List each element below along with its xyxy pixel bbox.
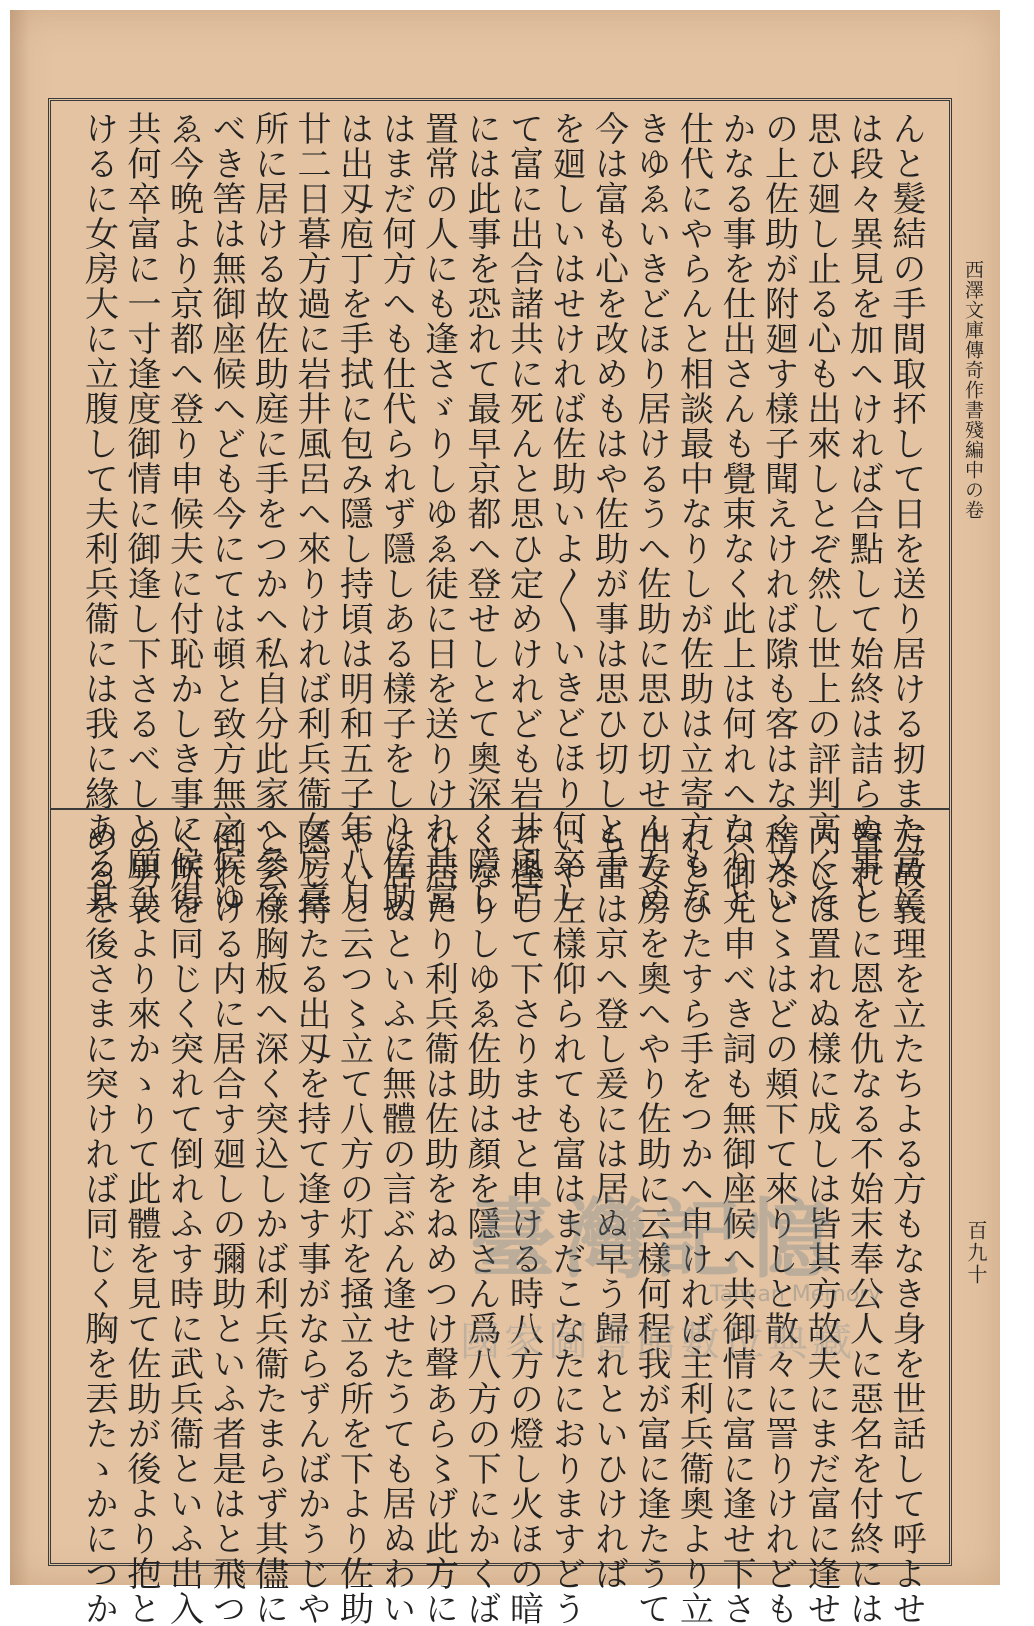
upper-text-column: 思ひ廻し止る心も出來しとぞ然し世上の評判高くそ <box>801 111 841 916</box>
upper-text-column: を廻しいはせければ佐助いよ〳〵いきどほり何卒し <box>546 111 586 915</box>
watermark-logo: 臺灣記憶 <box>470 1189 838 1290</box>
lower-text-column: 隱し持たる出刄を持て逢す事がならずんばかうじや <box>291 821 331 1626</box>
watermark <box>450 1170 920 1365</box>
watermark-subtitle: Taiwan Memory <box>710 1282 882 1307</box>
lower-text-column: ひ居たり利兵衞は佐助をねめつけ聲あら〻げ此方に <box>418 821 459 1626</box>
lower-text-column: も富は京へ登し爰には居ぬ早う歸れといひければ <box>588 821 629 1591</box>
lower-text-column: は居ぬといふに無體の言ぶん逢せたうても居ぬわい <box>376 821 416 1626</box>
running-header: 西澤文庫傳奇作書殘編中の卷 <box>962 260 984 520</box>
upper-text-column: 仕代にやらんと相談最中なりしが佐助は立寄方もな <box>673 111 714 916</box>
lower-text-column: 只御尤申べき詞も無御座候へ共御情に富に逢せ下さ <box>716 821 756 1626</box>
lower-text-column: れとひたすら手をつかへ申ければ主利兵衞奧より立 <box>673 821 714 1626</box>
section-divider <box>51 808 949 810</box>
lower-text-column: の男表より來かゝりて此體を見て佐助が後より抱と <box>121 821 161 1626</box>
lower-text-column: ぞ逢して下さりませと申ける時八方の燈し火ほの暗 <box>503 821 544 1626</box>
upper-text-column: かなる事を仕出さんも覺束なく此上は何れへなりと <box>716 111 756 916</box>
lower-text-column: く所を同じく突れて倒れふす時に武兵衞といふ出入 <box>163 821 204 1626</box>
book-page <box>10 10 1000 1626</box>
lower-text-column: 内には置れぬ樣に成しは皆其方故夫にまだ富に逢せ <box>801 821 841 1626</box>
upper-text-column: はまだ何方へも仕代られず隱しある樣子をしり佐助 <box>376 111 416 916</box>
lower-text-column: くなりしゆゑ佐助は顏を隱さん爲八方の下にかくば <box>461 821 501 1626</box>
lower-text-column: 出女房を奧へやり佐助に云樣何程我が富に逢たうて <box>631 821 671 1626</box>
lower-text-column: と云樣胸板へ深く突込しかば利兵衞たまらず其儘に <box>248 821 289 1626</box>
upper-text-column: 廿二日暮方過に岩井風呂へ來りければ利兵衞女房臺 <box>291 111 331 916</box>
upper-text-column: 共何卒富に一寸逢度御情に御逢し下さるべしと願ひ <box>121 111 161 916</box>
watermark-library-line: 國家圖書館數位典藏 <box>460 1319 856 1365</box>
lower-text-column: 𥡴など〻はどの頬下て來りしと散々に詈りけれども <box>758 821 799 1626</box>
upper-text-column: 今は富も心を改めもはや佐助が事は思ひ切しと手 <box>588 111 629 881</box>
lower-text-column: めるを後さまに突ければ同じく胸を丟たゝかにつか <box>78 821 119 1626</box>
upper-text-column: は段々異見を加へければ合點して始終は詰らぬ事と <box>843 111 884 916</box>
lower-text-column: いや左樣仰られても富はまだこなたにおりますどう <box>546 821 586 1626</box>
upper-text-column: には此事を恐れて最早京都へ登せしとて奧深く隱し <box>461 111 501 916</box>
spine-shadow <box>10 10 30 1585</box>
upper-text-column: 所に居ける故佐助庭に手をつかへ私自分此家へ參る <box>248 111 289 916</box>
page-number: 百九十 <box>964 1220 988 1286</box>
upper-text-column: 置常の人にも逢さゞりしゆゑ徒に日を送りけれ共富 <box>418 111 459 916</box>
upper-text-column: けるに女房大に立腹して夫利兵衞には我に緣ある其 <box>78 111 119 916</box>
upper-text-column: べき筈は無御座候へども今にては頓と致方無之候ゆ <box>206 111 246 916</box>
upper-text-column: きゆゑいきどほり居けるうへ佐助に思ひ切せんため <box>631 111 671 916</box>
lower-text-column: 方故義理を立たちよる方もなき身を世話して呼よせ <box>886 821 926 1626</box>
upper-text-column: は出刄庖丁を手拭に包み隱し持頃は明和五子年八月 <box>333 111 374 916</box>
upper-text-column: て富に出合諸共に死んと思ひ定めけれども岩井風呂 <box>503 111 544 916</box>
upper-text-column: の上佐助が附廻す樣子聞えければ𨻶も客はなく又い <box>758 111 799 916</box>
upper-text-column: んと髮結の手間取抔して日を送り居ける扨また富に <box>886 111 926 916</box>
lower-text-column: やいと云つ〻立て八方の灯を掻立る所を下より佐助 <box>333 821 374 1626</box>
upper-text-column: ゑ今晩より京都へ登り申候夫に付恥かしき事に候得 <box>163 111 204 916</box>
lower-text-column: 倒れける内に居合す廻しの彌助といふ者是はと飛つ <box>206 821 246 1626</box>
lower-text-column: 置れしに恩を仇なる不始末奉公人に惡名を付終には <box>843 821 884 1626</box>
